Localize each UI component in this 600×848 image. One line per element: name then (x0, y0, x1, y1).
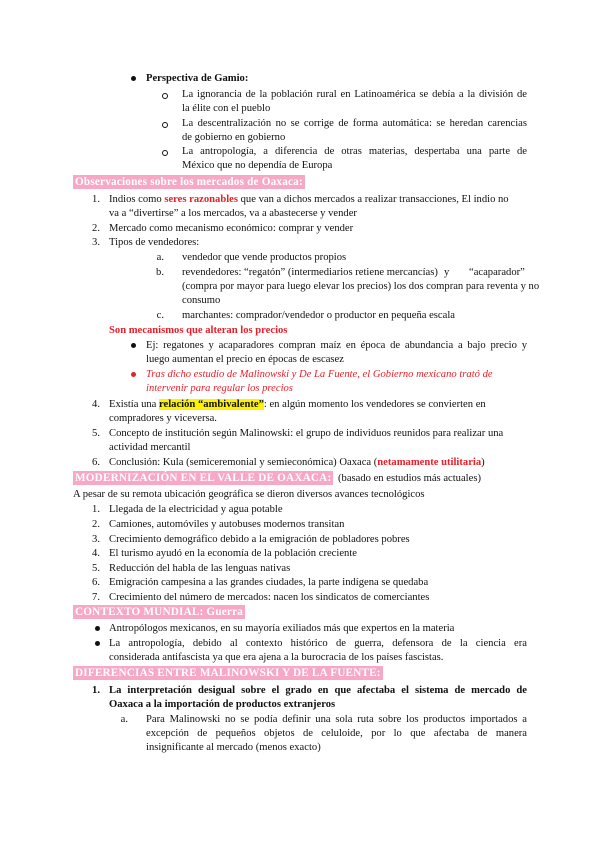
bullet-icon (131, 76, 136, 81)
vendedor-type-b-line-3: consumo (182, 295, 221, 306)
vendedor-type-b-line-1b: y (444, 267, 450, 278)
ej-line-1: Ej: regatones y acaparadores compran maíz en época de abundancia a bajo precio y (146, 340, 527, 351)
bullet-icon (95, 626, 100, 631)
bullet-icon (95, 641, 100, 646)
list-number: 7. (92, 592, 100, 603)
vendedor-type-b-line-2: (compra por mayor para luego elevar los precios) los dos compran para reventa y no (182, 281, 540, 292)
list-letter: c. (156, 310, 164, 321)
modernizacion-intro: A pesar de su remota ubicación geográfica se dieron diversos avances tecnológicos (73, 489, 425, 500)
list-number: 2. (92, 519, 100, 530)
list-number: 6. (92, 457, 100, 468)
mercados-item-1-line-1: Indios como seres razonables que van a dichos mercados a realizar transacciones, El indio no (109, 194, 509, 205)
modernizacion-item: Llegada de la electricidad y agua potable (109, 504, 283, 515)
diferencias-a-line-3: insignificante al mercado (menos exacto) (146, 742, 321, 753)
circle-bullet-icon (162, 93, 168, 99)
mercados-item-4-line-2: compradores y viceversa. (109, 413, 217, 424)
section-header-modernizacion: MODERNIZACIÓN EN EL VALLE DE OAXACA: (75, 472, 332, 484)
contexto-bullet-1: Antropólogos mexicanos, en su mayoría exiliados más que expertos en la materia (109, 623, 455, 634)
mercados-item-6: Conclusión: Kula (semiceremonial y semieconómica) Oaxaca (netamamente utilitaria) (109, 457, 485, 468)
gamio-item-3-line-1: La antropología, a diferencia de otras materias, despertaba una parte de (182, 146, 527, 157)
highlight-netamente-utilitaria: netamamente utilitaria (377, 457, 482, 468)
mercados-item-5-line-1: Concepto de institución según Malinowski: el grupo de individuos reunidos para realizar una (109, 428, 504, 439)
vendedor-type-b-line-1c: “acaparador” (469, 267, 525, 278)
contexto-bullet-2-line-2: considerada antifascista ya que era ajena a la burocracia de los países fascistas. (109, 652, 444, 663)
modernizacion-item: El turismo ayudó en la economía de la población creciente (109, 548, 357, 559)
contexto-bullet-2-line-1: La antropología, debido al contexto histórico de guerra, defensora de la ciencia era (109, 638, 527, 649)
list-number: 1. (92, 194, 100, 205)
modernizacion-item: Reducción del habla de las lenguas nativas (109, 563, 291, 574)
gamio-item-3-line-2: México que no dependía de Europa (182, 160, 333, 171)
vendedor-type-b-line-1a: revendedores: “regatón” (intermediarios retiene mercancías) (182, 267, 438, 278)
mercados-item-3: Tipos de vendedores: (109, 237, 200, 248)
gamio-item-2-line-1: La descentralización no se corrige de forma automática: se heredan carencias (182, 118, 527, 129)
list-letter: a. (120, 714, 128, 725)
modernizacion-item: Emigración campesina a las grandes ciudades, la parte indígena se quedaba (109, 577, 429, 588)
list-number: 5. (92, 428, 100, 439)
gamio-item-1-line-2: la élite con el pueblo (182, 103, 271, 114)
list-number: 1. (92, 504, 100, 515)
highlight-relacion-ambivalente: relación “ambivalente” (159, 399, 264, 410)
gamio-item-2-line-2: de gobierno en gobierno (182, 132, 286, 143)
list-number: 6. (92, 577, 100, 588)
alteran-precios-heading: Son mecanismos que alteran los precios (109, 325, 288, 336)
list-number: 3. (92, 237, 100, 248)
list-number: 3. (92, 534, 100, 545)
mercados-item-2: Mercado como mecanismo económico: comprar y vender (109, 223, 354, 234)
vendedor-type-c: marchantes: comprador/vendedor o productor en pequeña escala (182, 310, 455, 321)
gamio-item-1-line-1: La ignorancia de la población rural en Latinoamérica se debía a la división de (182, 89, 527, 100)
list-number: 2. (92, 223, 100, 234)
highlight-seres-razonables: seres razonables (164, 194, 238, 205)
modernizacion-item: Crecimiento del número de mercados: nacen los sindicatos de comerciantes (109, 592, 430, 603)
vendedor-type-a: vendedor que vende productos propios (182, 252, 347, 263)
list-number: 5. (92, 563, 100, 574)
red-bullet-icon (131, 372, 136, 377)
mercados-item-4-line-1: Existía una relación “ambivalente”: en algún momento los vendedores se convierten en (109, 399, 486, 410)
list-letter: a. (156, 252, 164, 263)
circle-bullet-icon (162, 122, 168, 128)
malinowski-note-line-1: Tras dicho estudio de Malinowski y De La Fuente, el Gobierno mexicano trató de (146, 369, 493, 380)
circle-bullet-icon (162, 150, 168, 156)
section-header-contexto: CONTEXTO MUNDIAL: Guerra (75, 606, 244, 618)
bullet-icon (131, 343, 136, 348)
malinowski-note-line-2: intervenir para regular los precios (146, 383, 293, 394)
modernizacion-note: (basado en estudios más actuales) (338, 473, 481, 484)
list-number: 4. (92, 548, 100, 559)
list-number: 4. (92, 399, 100, 410)
list-letter: b. (156, 267, 164, 278)
diferencias-a-line-1: Para Malinowski no se podía definir una sola ruta sobre los productos importados a (146, 714, 527, 725)
diferencias-item-1-line-1: La interpretación desigual sobre el grado en que afectaba el sistema de mercado de (109, 685, 527, 696)
ej-line-2: luego aumentan el precio en épocas de escasez (146, 354, 344, 365)
diferencias-a-line-2: excepción de pequeños objetos de celuloide, por lo que afectaba de manera (146, 728, 527, 739)
section-header-diferencias: DIFERENCIAS ENTRE MALINOWSKI Y DE LA FUENTE: (75, 667, 381, 679)
mercados-item-1-line-2: va a “divertirse” a los mercados, va a abastecerse y vender (109, 208, 357, 219)
gamio-title: Perspectiva de Gamio: (146, 73, 249, 84)
mercados-item-5-line-2: actividad mercantil (109, 442, 191, 453)
modernizacion-item: Crecimiento demográfico debido a la emigración de pobladores pobres (109, 534, 410, 545)
diferencias-item-1-line-2: Oaxaca a la importación de productos extranjeros (109, 699, 336, 710)
section-header-mercados: Observaciones sobre los mercados de Oaxaca: (75, 176, 303, 188)
modernizacion-item: Camiones, automóviles y autobuses modernos transitan (109, 519, 345, 530)
list-number: 1. (92, 685, 100, 696)
